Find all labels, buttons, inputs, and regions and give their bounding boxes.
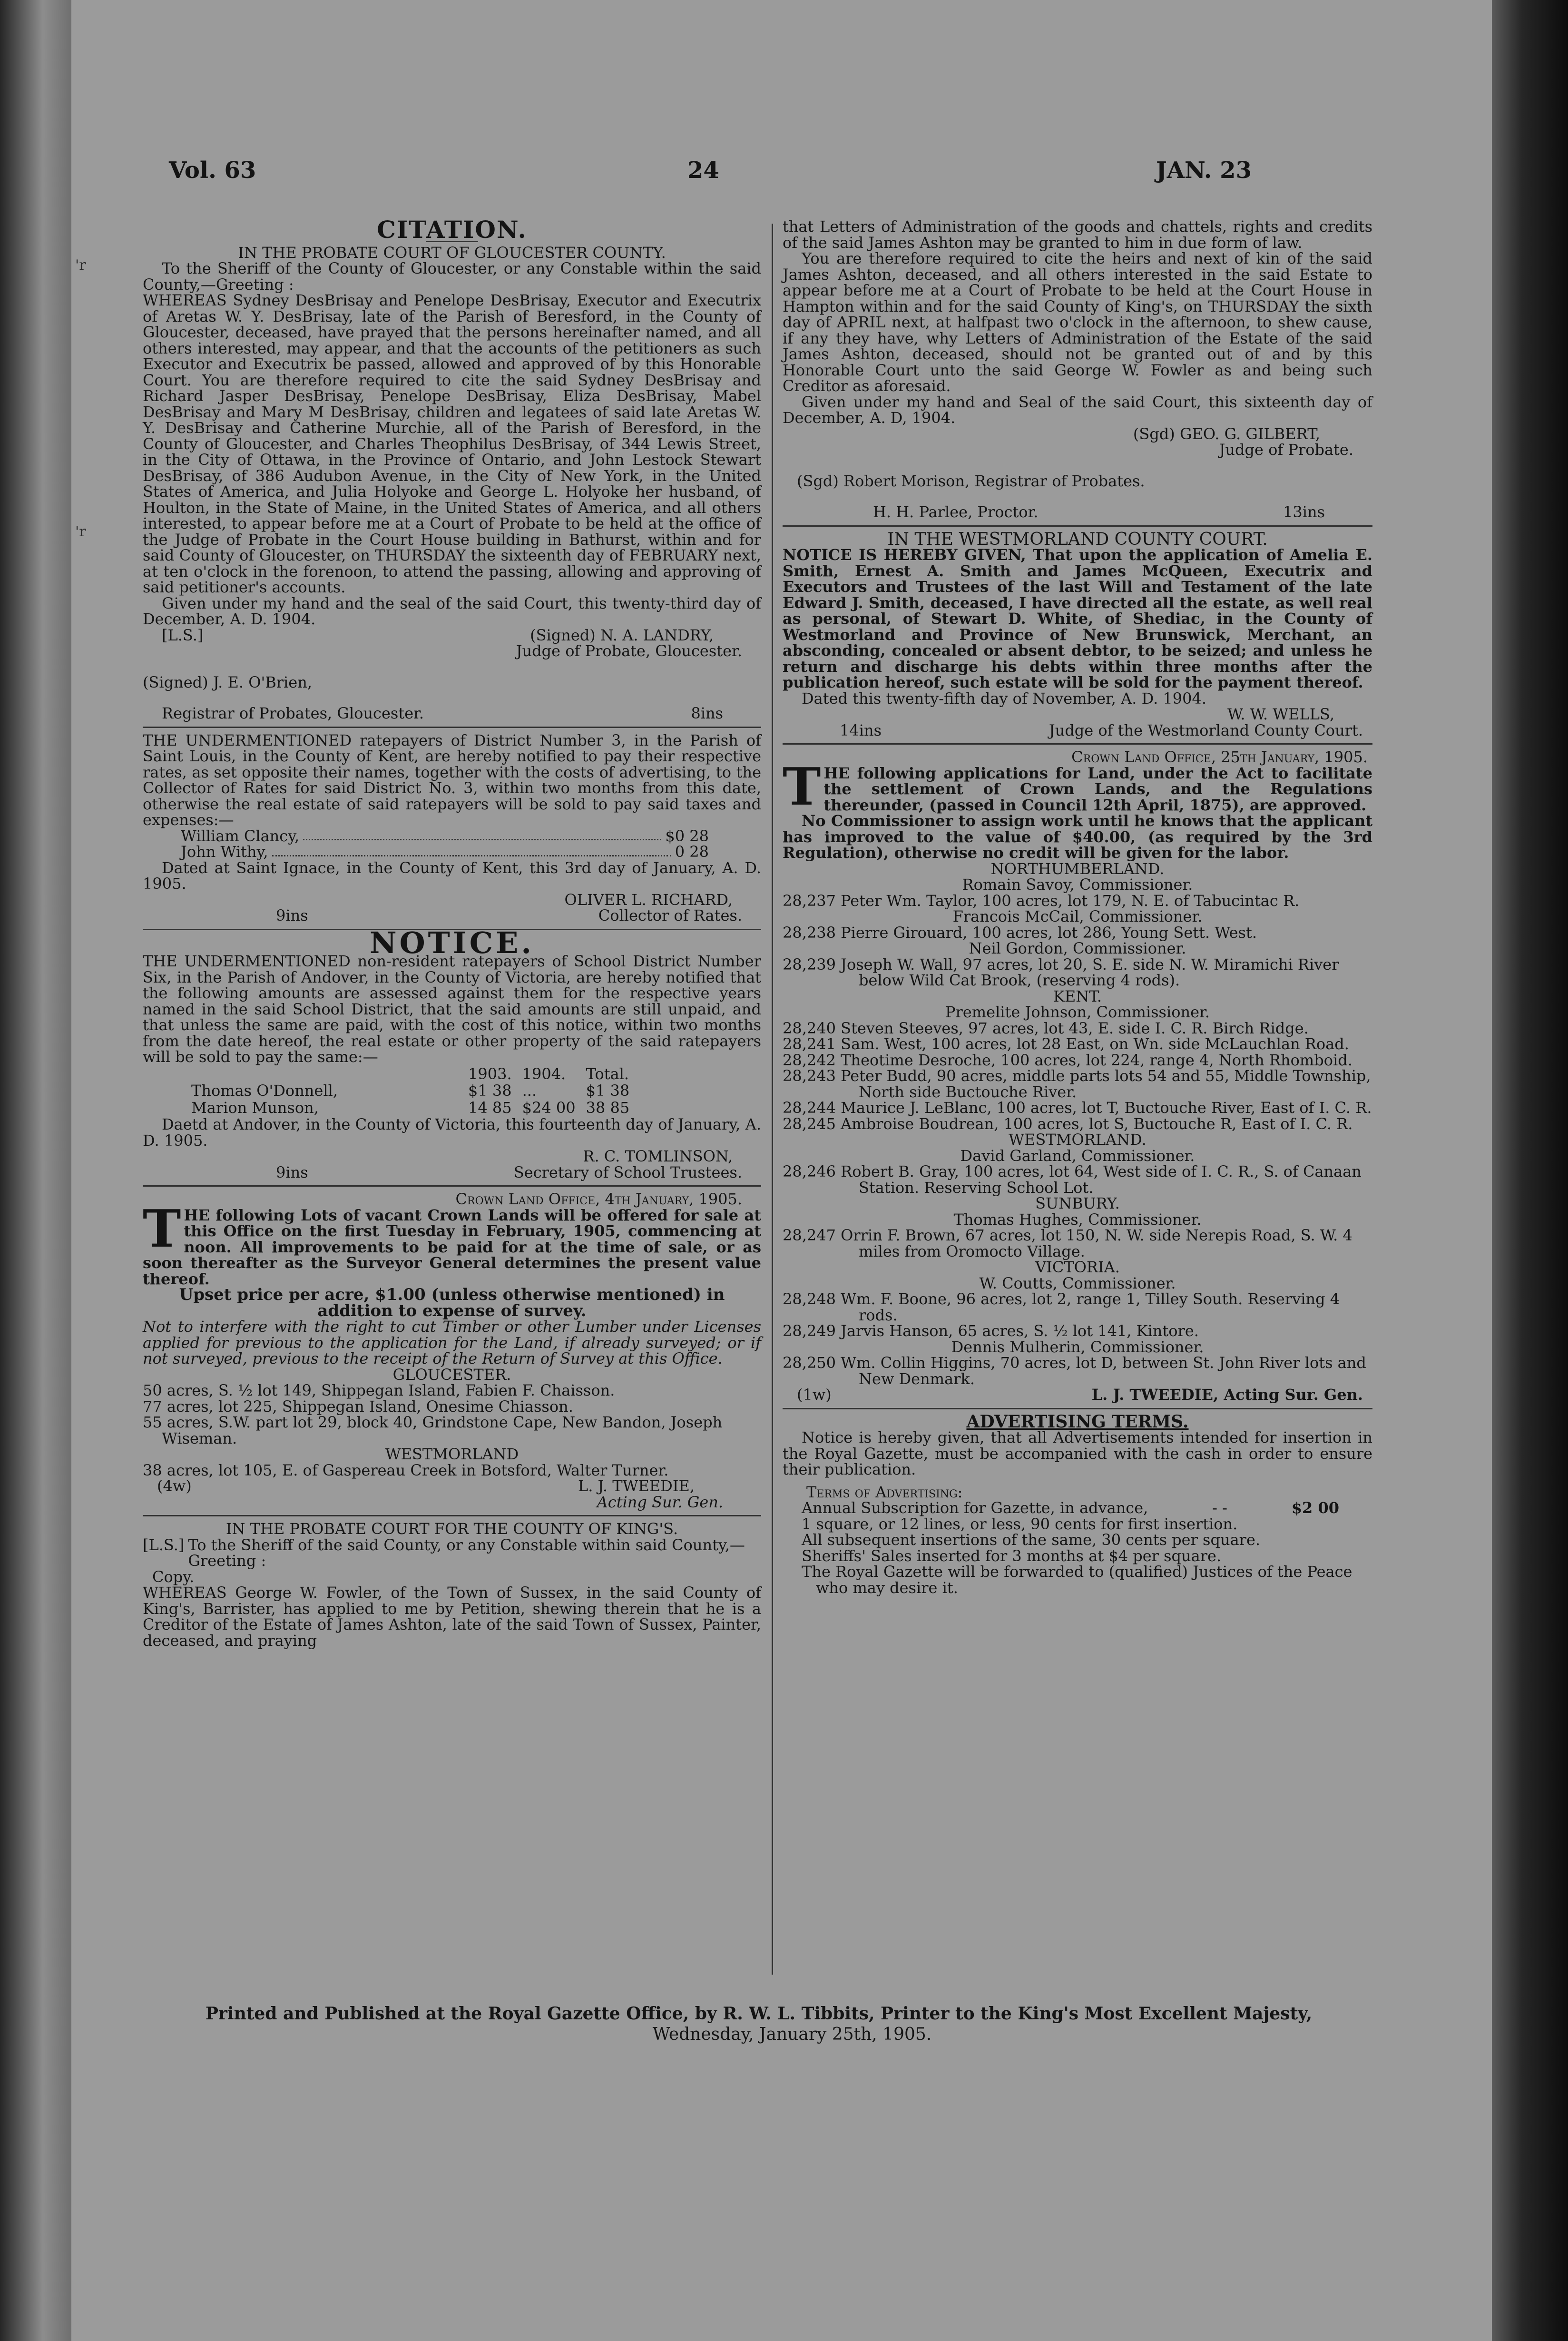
signer-name: W. W. WELLS, <box>1227 705 1334 723</box>
kings-probate-continued <box>783 219 1372 521</box>
gazette-page <box>71 0 1492 2341</box>
section-divider <box>143 1515 761 1516</box>
notice-body: that Letters of Administration of the goods and chattels, rights and credits of the said James Ashton may be granted to him in due form of law. <box>783 217 1372 252</box>
address-line: To the Sheriff of the said County, or any Constable within said County,—Greeting : <box>188 1535 745 1570</box>
upset-price: Upset price per acre, $1.00 (unless otherwise mentioned) in addition to expense of survey. <box>179 1285 725 1320</box>
right-column <box>783 219 1372 1596</box>
county-heading: WESTMORLAND <box>385 1445 519 1463</box>
section-divider <box>783 525 1372 527</box>
imprint-date: Wednesday, January 25th, 1905. <box>652 2025 932 2044</box>
section-title: ADVERTISING TERMS. <box>966 1411 1189 1432</box>
notice-body: HE following applications for Land, under the Act to facilitate the settlement of Crown Lands, and the Regulations thereunder, (passed in Council 12th April, 1875), are approved. <box>823 764 1372 814</box>
left-column <box>143 216 761 1650</box>
commissioner-line: Neil Gordon, Commissioner. <box>969 939 1186 957</box>
court-heading: IN THE WESTMORLAND COUNTY COURT. <box>887 529 1268 549</box>
signature: (Sgd) GEO. G. GILBERT, <box>1133 424 1320 443</box>
application-item: 28,246 Robert B. Gray, 100 acres, lot 64, West side of I. C. R., S. of Canaan Station. Reserving School Lot. <box>783 1162 1362 1197</box>
signer-title: Judge of the Westmorland County Court. <box>1049 721 1363 739</box>
commissioner-line: David Garland, Commissioner. <box>960 1146 1195 1165</box>
crown-lands-applications <box>783 749 1372 1403</box>
page-number: 24 <box>687 157 719 184</box>
insertion-count: 13ins <box>1283 503 1325 521</box>
table-row <box>186 1100 634 1116</box>
column-header: Total. <box>586 1064 629 1083</box>
application-item: 28,247 Orrin F. Brown, 67 acres, lot 150, N. W. side Nerepis Road, S. W. 4 miles from Oromocto Village. <box>783 1226 1352 1260</box>
commissioner-line: Romain Savoy, Commissioner. <box>962 875 1193 894</box>
section-divider <box>783 1408 1372 1409</box>
table-cell: $1 38 <box>586 1082 630 1100</box>
dated-line: Dated at Saint Ignace, in the County of Kent, this 3rd day of January, A. D. 1905. <box>143 858 761 893</box>
county-lists <box>783 861 1372 1387</box>
lot-item: 50 acres, S. ½ lot 149, Shippegan Island, Fabien F. Chaisson. <box>143 1381 615 1399</box>
application-item: 28,243 Peter Budd, 90 acres, middle parts lots 54 and 55, Middle Township, North side Buctouche River. <box>783 1067 1371 1101</box>
county-heading: NORTHUMBERLAND. <box>990 859 1165 878</box>
terms-line: 1 square, or 12 lines, or less, 90 cents for first insertion. <box>802 1515 1238 1533</box>
westmorland-court-notice <box>783 531 1372 739</box>
notice-body: NOTICE IS HEREBY GIVEN, That upon the application of Amelia E. Smith, Ernest A. Smith and James McQueen, Executrix and Executors and Trustees of the last Will and Testament of the late Edward J. Smith, deceased, I have directed all the estate, as well real as personal, of Stewart D. White, of Shediac, in the County of Westmorland and Province of New Brunswick, Merchant, an absconding, concealed or absent debtor, to be seized; and unless he return and discharge his debts within three months after the publication hereof, such estate will be sold for the payment thereof. <box>783 546 1372 691</box>
rate-amount: 0 28 <box>675 843 709 861</box>
notice-body: WHEREAS George W. Fowler, of the Town of Sussex, in the said County of King's, Barrister, has applied to me by Petition, shewing therein that he is a Creditor of the Estate of James Ashton, late of the said Town of Sussex, Painter, deceased, and praying <box>143 1584 761 1650</box>
commissioner-line: Premelite Johnson, Commissioner. <box>945 1003 1210 1021</box>
table-cell: $24 00 <box>522 1098 576 1117</box>
dated-line: Dated this twenty-fifth day of November, A. D. 1904. <box>802 689 1207 708</box>
commissioner-line: Dennis Mulherin, Commissioner. <box>951 1338 1204 1356</box>
proctor-line: H. H. Parlee, Proctor. <box>873 503 1039 521</box>
application-item: 28,241 Sam. West, 100 acres, lot 28 East, on Wn. side McLauchlan Road. <box>783 1035 1349 1053</box>
table-header-row <box>186 1066 634 1082</box>
kent-ratepayers-notice <box>143 733 761 924</box>
drop-cap: T <box>143 1199 181 1259</box>
book-binding-edge <box>1492 0 1568 2341</box>
application-item: 28,240 Steven Steeves, 97 acres, lot 43, E. side I. C. R. Birch Ridge. <box>783 1019 1309 1037</box>
section-divider <box>783 743 1372 745</box>
section-divider <box>143 727 761 728</box>
signer-name: R. C. TOMLINSON, <box>583 1147 733 1165</box>
drop-cap: T <box>783 757 821 817</box>
terms-value: $2 00 <box>1291 1499 1339 1517</box>
imprint-line: Printed and Published at the Royal Gazette Office, by R. W. L. Tibbits, Printer to the King's Most Excellent Majesty, <box>205 2004 1313 2024</box>
court-heading: IN THE PROBATE COURT OF GLOUCESTER COUNTY. <box>238 243 666 262</box>
edge-fragment: 'r <box>75 257 86 274</box>
signature: (Sgd) Robert Morison, Registrar of Probates. <box>797 472 1145 490</box>
insertion-count: 14ins <box>840 721 882 739</box>
given-line: Given under my hand and Seal of the said Court, this sixteenth day of December, A. D, 1904. <box>783 393 1372 427</box>
tax-table <box>186 1065 635 1117</box>
facing-page-edge <box>0 0 71 2341</box>
kings-probate-notice <box>143 1521 761 1649</box>
publisher-footer <box>143 2003 1375 2045</box>
edge-fragment: 'r <box>75 523 86 540</box>
address-line: To the Sheriff of the County of Gloucester, or any Constable within the said County,—Greeting : <box>143 259 761 294</box>
terms-line: Annual Subscription for Gazette, in advance, <box>802 1499 1148 1517</box>
advertising-terms <box>783 1411 1372 1597</box>
terms-line: Sheriffs' Sales inserted for 3 months at $4 per square. <box>802 1546 1222 1565</box>
insertion-count: 9ins <box>276 1163 308 1181</box>
notice-body: THE UNDERMENTIONED non-resident ratepayers of School District Number Six, in the Parish of Andover, in the County of Victoria, are hereby notified that the following amounts are assessed against them for the respective years named in the said School District, that the said amounts are still unpaid, and that unless the same are paid, with the cost of this notice, within two months from the date hereof, the real estate or other property of the said ratepayers will be sold to pay the same:— <box>143 952 761 1066</box>
terms-heading: Terms of Advertising: <box>806 1483 963 1501</box>
dated-line: Daetd at Andover, in the County of Victoria, this fourteenth day of January, A. D. 1905. <box>143 1115 761 1150</box>
column-divider <box>772 224 773 1975</box>
notice-body: HE following Lots of vacant Crown Lands will be offered for sale at this Office on the first Tuesday in February, 1905, commencing at noon. All improvements to be paid for at the time of sale, or as soon thereafter as the Surveyor General determines the present value thereof. <box>143 1206 761 1288</box>
signature: (Signed) J. E. O'Brien, <box>143 673 312 691</box>
table-cell: 14 85 <box>468 1098 512 1117</box>
county-heading: SUNBURY. <box>1035 1194 1120 1212</box>
terms-line: The Royal Gazette will be forwarded to (qualified) Justices of the Peace who may desire it. <box>802 1563 1352 1597</box>
application-item: 28,242 Theotime Desroche, 100 acres, lot 224, range 4, North Rhomboid. <box>783 1051 1352 1069</box>
notice-body: WHEREAS Sydney DesBrisay and Penelope DesBrisay, Executor and Executrix of Aretas W. Y. DesBrisay, late of the Parish of Beresford, in the County of Gloucester, deceased, have prayed that the persons hereinafter named, and all others interested, may appear, and that the accounts of the petitioners as such Executor and Executrix be passed, allowed and approved of by this Honorable Court. You are therefore required to cite the said Sydney DesBrisay and Richard Jasper DesBrisay, Penelope DesBrisay, Eliza DesBrisay, Mabel DesBrisay and Mary M DesBrisay, children and legatees of said late Aretas W. Y. DesBrisay and Catherine Murchie, all of the Parish of Beresford, in the County of Gloucester, and Charles Theophilus DesBrisay, of 344 Lewis Street, in the City of Ottawa, in the Province of Ontario, and John Lestock Stewart DesBrisay, of 386 Audubon Avenue, in the City of New York, in the United States of America, and Julia Holyoke and George L. Holyoke her husband, of Houlton, in the State of Maine, in the United States of America, and all others interested, to appear before me at a Court of Probate to be held at the office of the Judge of Probate in the Court House building in Bathurst, within and for said County of Gloucester, on THURSDAY the sixteenth day of FEBRUARY next, at ten o'clock in the forenoon, to attend the passing, allowing and approving of said petitioner's accounts. <box>143 291 761 596</box>
section-title: CITATION. <box>377 216 527 244</box>
terms-dashes: - - <box>1212 1499 1227 1517</box>
signer-title: Registrar of Probates, Gloucester. <box>162 704 424 722</box>
lot-item: 55 acres, S.W. part lot 29, block 40, Grindstone Cape, New Bandon, Joseph Wiseman. <box>143 1413 723 1447</box>
application-item: 28,248 Wm. F. Boone, 96 acres, lot 2, range 1, Tilley South. Reserving 4 rods. <box>783 1290 1340 1324</box>
county-heading: VICTORIA. <box>1035 1258 1120 1276</box>
office-dateline: Crown Land Office, 25th January, 1905. <box>1071 748 1368 766</box>
given-line: Given under my hand and the seal of the said Court, this twenty-third day of December, A. D. 1904. <box>143 594 761 628</box>
andover-school-notice <box>143 925 761 1181</box>
commissioner-line: Thomas Hughes, Commissioner. <box>953 1210 1202 1229</box>
signature: (Signed) N. A. LANDRY, <box>530 626 714 644</box>
application-item: 28,244 Maurice J. LeBlanc, 100 acres, lot T, Buctouche River, East of I. C. R. <box>783 1099 1372 1117</box>
notice-body: THE UNDERMENTIONED ratepayers of District Number 3, in the Parish of Saint Louis, in the County of Kent, are hereby notified to pay their respective rates, as set opposite their names, together with the costs of advertising, to the Collector of Rates for said District No. 3, within two months from this date, otherwise the real estate of said ratepayers will be sold to pay said taxes and expenses:— <box>143 731 761 829</box>
court-heading: IN THE PROBATE COURT FOR THE COUNTY OF KING'S. <box>225 1520 678 1538</box>
terms-line: All subsequent insertions of the same, 30 cents per square. <box>802 1531 1261 1549</box>
application-item: 28,250 Wm. Collin Higgins, 70 acres, lot D, between St. John River lots and New Denmark. <box>783 1354 1366 1388</box>
section-title: NOTICE. <box>369 925 534 960</box>
application-item: 28,237 Peter Wm. Taylor, 100 acres, lot 179, N. E. of Tabucintac R. <box>783 891 1300 910</box>
signer-title: Secretary of School Trustees. <box>513 1163 742 1181</box>
ratepayer-row <box>181 844 761 860</box>
table-cell: Marion Munson, <box>191 1098 319 1117</box>
signer-name: L. J. TWEEDIE, Acting Sur. Gen. <box>1091 1386 1363 1404</box>
signer-name: OLIVER L. RICHARD, <box>564 890 733 909</box>
commissioner-line: Francois McCail, Commissioner. <box>952 907 1203 925</box>
signer-title: Judge of Probate. <box>1219 441 1353 459</box>
notice-body: No Commissioner to assign work until he knows that the applicant has improved to the value of $40.00, (as required by the 3rd Regulation), otherwise no credit will be given for the labor. <box>783 812 1372 862</box>
column-header: 1904. <box>522 1064 566 1083</box>
signer-title: Acting Sur. Gen. <box>597 1493 723 1511</box>
lot-item: 77 acres, lot 225, Shippegan Island, Onesime Chiasson. <box>143 1397 573 1416</box>
lot-item: 38 acres, lot 105, E. of Gaspereau Creek in Botsford, Walter Turner. <box>143 1461 669 1479</box>
insertion-count: 8ins <box>691 704 723 722</box>
table-cell: ... <box>522 1082 537 1100</box>
insertion-term: (1w) <box>797 1386 832 1404</box>
county-heading: GLOUCESTER. <box>392 1365 511 1384</box>
seal-mark: [L.S.] <box>143 1535 185 1554</box>
rate-amount: $0 28 <box>665 826 709 845</box>
table-cell: Thomas O'Donnell, <box>191 1082 338 1100</box>
application-item: 28,239 Joseph W. Wall, 97 acres, lot 20, S. E. side N. W. Miramichi River below Wild Cat Brook, (reserving 4 rods). <box>783 955 1339 989</box>
signer-title: Collector of Rates. <box>598 906 742 925</box>
commissioner-line: W. Coutts, Commissioner. <box>979 1274 1176 1292</box>
county-heading: WESTMORLAND. <box>1009 1131 1147 1149</box>
section-divider <box>143 1185 761 1187</box>
column-header: 1903. <box>468 1064 512 1083</box>
seal-mark: [L.S.] <box>162 626 204 644</box>
table-cell: 38 85 <box>586 1098 630 1117</box>
insertion-term: (4w) <box>157 1477 192 1495</box>
volume-number: Vol. 63 <box>169 157 256 184</box>
copy-mark: Copy. <box>152 1567 195 1586</box>
application-item: 28,249 Jarvis Hanson, 65 acres, S. ½ lot 141, Kintore. <box>783 1322 1199 1340</box>
signer-name: L. J. TWEEDIE, <box>578 1477 695 1495</box>
office-dateline: Crown Land Office, 4th January, 1905. <box>455 1190 742 1208</box>
timber-note: Not to interfere with the right to cut Timber or other Lumber under Licenses applied for previous to the application for the Land, if already surveyed; or if not surveyed, previous to the receipt of the Return of Survey at this Office. <box>143 1318 761 1367</box>
insertion-count: 9ins <box>276 906 308 925</box>
citation-notice <box>143 216 761 722</box>
signer-title: Judge of Probate, Gloucester. <box>516 642 742 660</box>
issue-date: JAN. 23 <box>1156 157 1252 184</box>
table-row <box>186 1083 634 1099</box>
county-heading: KENT. <box>1053 987 1102 1005</box>
ratepayer-row <box>181 828 761 845</box>
notice-body: Notice is hereby given, that all Advertisements intended for insertion in the Royal Gazette, must be accompanied with the cash in order to ensure their publication. <box>783 1428 1372 1478</box>
ratepayer-name: John Withy, <box>181 843 268 861</box>
notice-body: You are therefore required to cite the heirs and next of kin of the said James Ashton, deceased, and all others interested in the said Estate to appear before me at a Court of Probate to be held at the Court House in Hampton within and for the said County of King's, on THURSDAY the sixth day of APRIL next, at halfpast two o'clock in the afternoon, to shew cause, if any they have, why Letters of Administration of the Estate of the said James Ashton, deceased, should not be granted out of and by this Honorable Court unto the said George W. Fowler as and being such Creditor as aforesaid. <box>783 249 1372 395</box>
table-cell: $1 38 <box>468 1082 512 1100</box>
crown-lands-sale-notice <box>143 1191 761 1510</box>
application-item: 28,238 Pierre Girouard, 100 acres, lot 286, Young Sett. West. <box>783 923 1257 942</box>
ratepayer-name: William Clancy, <box>181 826 300 845</box>
application-item: 28,245 Ambroise Boudrean, 100 acres, lot S, Buctouche R, East of I. C. R. <box>783 1114 1353 1133</box>
